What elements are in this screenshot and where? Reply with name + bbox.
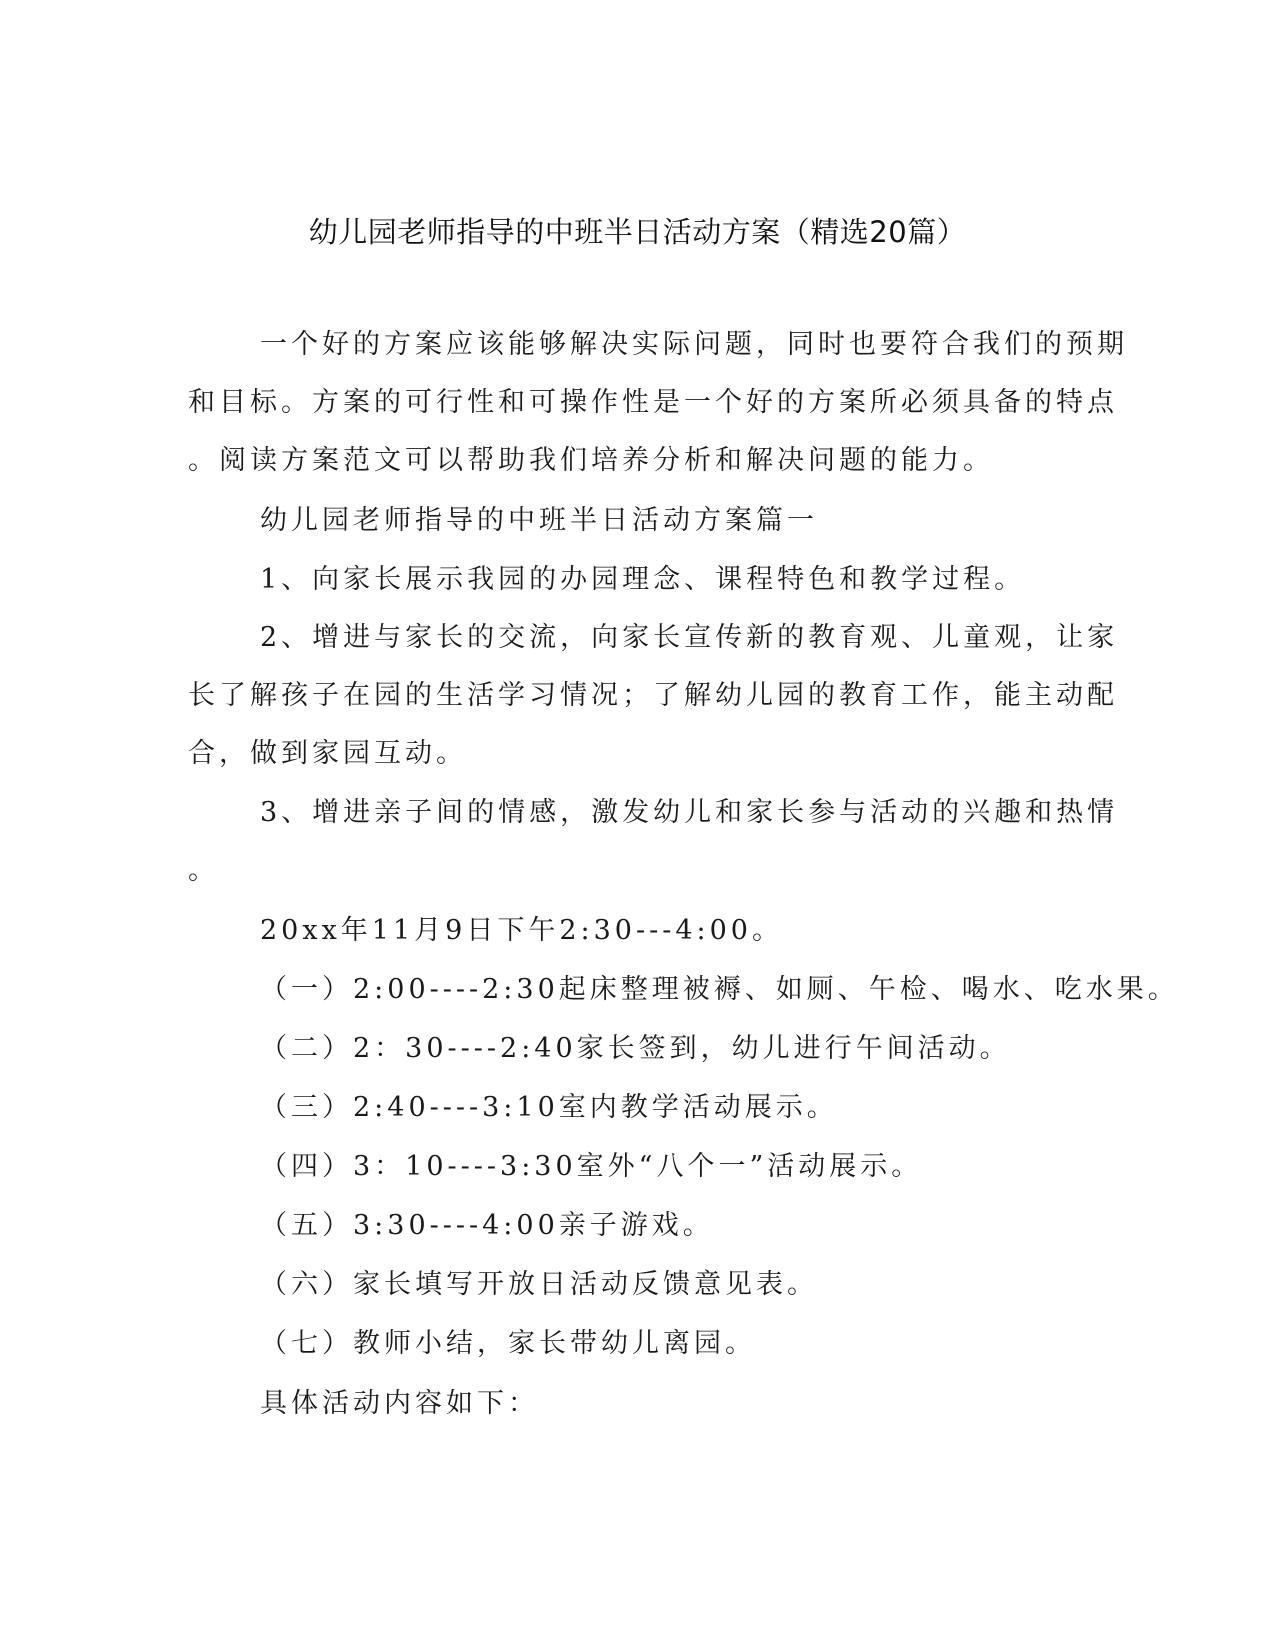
schedule-item-1: （一）2:00----2:30起床整理被褥、如厕、午检、喝水、吃水果。 (260, 974, 1179, 1005)
goal-line-5: 3、增进亲子间的情感，激发幼儿和家长参与活动的兴趣和热情 (260, 797, 1119, 828)
document-title: 幼儿园老师指导的中班半日活动方案（精选20篇） (308, 215, 967, 249)
activity-time: 20xx年11月9日下午2:30---4:00。 (260, 915, 783, 946)
closing-line: 具体活动内容如下： (260, 1388, 539, 1419)
intro-line-1: 一个好的方案应该能够解决实际问题，同时也要符合我们的预期 (260, 329, 1128, 360)
schedule-item-4: （四）3：10----3:30室外“八个一”活动展示。 (260, 1151, 923, 1182)
schedule-item-5: （五）3:30----4:00亲子游戏。 (260, 1210, 714, 1241)
goal-line-4: 合，做到家园互动。 (188, 738, 467, 769)
goal-line-1: 1、向家长展示我园的办园理念、课程特色和教学过程。 (260, 564, 1026, 595)
intro-line-2: 和目标。方案的可行性和可操作性是一个好的方案所必须具备的特点 (188, 387, 1118, 418)
schedule-item-2: （二）2：30----2:40家长签到，幼儿进行午间活动。 (260, 1033, 1011, 1064)
schedule-item-3: （三）2:40----3:10室内教学活动展示。 (260, 1092, 838, 1123)
goal-line-6: 。 (188, 855, 219, 886)
schedule-item-7: （七）教师小结，家长带幼儿离园。 (260, 1328, 756, 1359)
schedule-item-6: （六）家长填写开放日活动反馈意见表。 (260, 1269, 818, 1300)
goal-line-3: 长了解孩子在园的生活学习情况；了解幼儿园的教育工作，能主动配 (188, 680, 1118, 711)
goal-line-2: 2、增进与家长的交流，向家长宣传新的教育观、儿童观，让家 (260, 622, 1119, 653)
intro-line-3: 。阅读方案范文可以帮助我们培养分析和解决问题的能力。 (188, 445, 994, 476)
section-heading: 幼儿园老师指导的中班半日活动方案篇一 (260, 505, 818, 536)
